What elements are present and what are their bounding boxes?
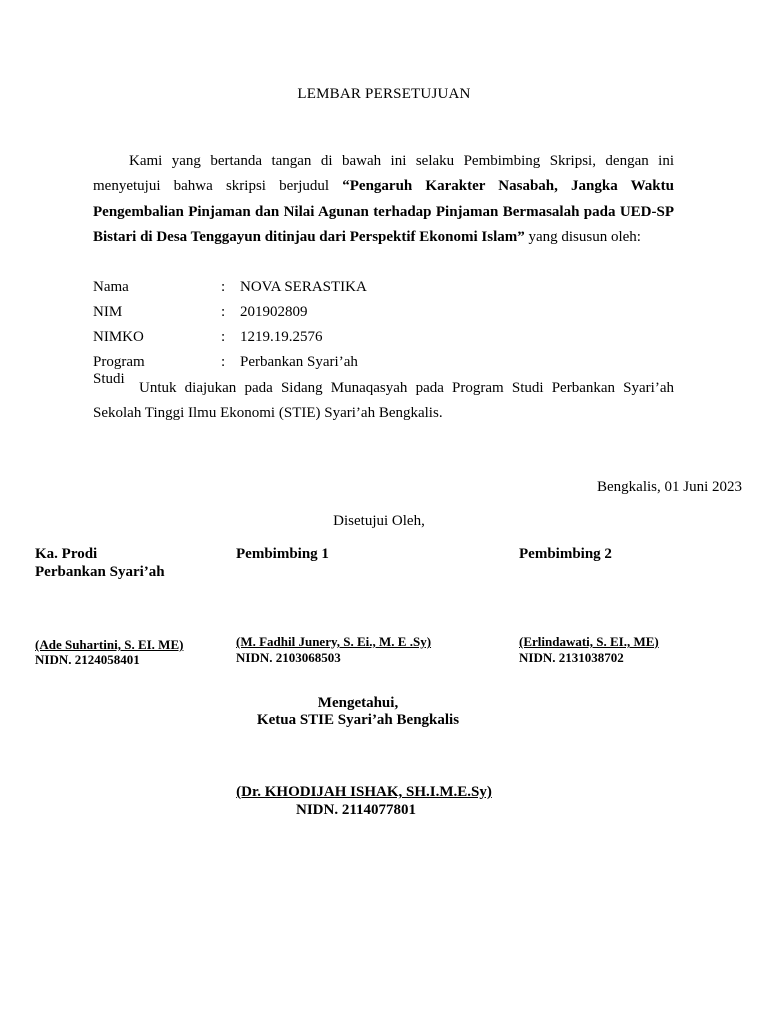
field-label: NIM — [93, 304, 123, 320]
signatory-role-kaprodi: Ka. Prodi — [35, 546, 98, 562]
field-separator: : — [221, 279, 226, 295]
signatory-name-kaprodi: (Ade Suhartini, S. EI. ME) — [35, 637, 184, 652]
field-value: 1219.19.2576 — [240, 329, 323, 345]
field-label: Nama — [93, 279, 129, 295]
signatory-nidn-pembimbing-1: NIDN. 2103068503 — [236, 650, 341, 665]
intro-text-start: Kami yang bertanda tangan di bawah ini selaku Pembimbing Skripsi, dengan ini menyetujui bahwa skripsi berjudul — [93, 153, 674, 195]
head-name: (Dr. KHODIJAH ISHAK, SH.I.M.E.Sy) — [236, 784, 492, 800]
field-value: 201902809 — [240, 304, 308, 320]
signatory-role-kaprodi-line2: Perbankan Syari’ah — [35, 564, 165, 580]
signatory-nidn-pembimbing-2: NIDN. 2131038702 — [519, 650, 624, 665]
field-label: NIMKO — [93, 329, 144, 345]
field-separator: : — [221, 304, 226, 320]
signatory-name-pembimbing-1: (M. Fadhil Junery, S. Ei., M. E .Sy) — [236, 634, 432, 649]
field-label: Program Studi — [93, 354, 145, 387]
acknowledged-label: Mengetahui, — [317, 695, 399, 711]
place-date: Bengkalis, 01 Juni 2023 — [597, 479, 742, 495]
signatory-nidn-kaprodi: NIDN. 2124058401 — [35, 652, 140, 667]
thesis-title: “Pengaruh Karakter Nasabah, Jangka Waktu Pengembalian Pinjaman dan Nilai Agunan terhadap Pinjaman Bermasalah pada UED-SP Bistari di Desa Tenggayun ditinjau dari Perspektif Ekonomi Islam” — [93, 178, 674, 246]
signatory-role-pembimbing-2: Pembimbing 2 — [519, 546, 612, 562]
head-nidn: NIDN. 2114077801 — [295, 802, 416, 818]
intro-paragraph — [93, 149, 674, 251]
field-value: Perbankan Syari’ah — [240, 354, 358, 370]
approved-by: Disetujui Oleh, — [333, 513, 425, 529]
field-separator: : — [221, 354, 226, 370]
intro-text-end: yang disusun oleh: — [524, 229, 641, 246]
document-title: LEMBAR PERSETUJUAN — [297, 86, 471, 102]
acknowledged-position: Ketua STIE Syari’ah Bengkalis — [256, 712, 460, 728]
field-value: NOVA SERASTIKA — [240, 279, 367, 295]
purpose-paragraph: Untuk diajukan pada Sidang Munaqasyah pada Program Studi Perbankan Syari’ah Sekolah Tinggi Ilmu Ekonomi (STIE) Syari’ah Bengkalis. — [93, 380, 674, 422]
field-separator: : — [221, 329, 226, 345]
signatory-role-pembimbing-1: Pembimbing 1 — [236, 546, 329, 562]
signatory-name-pembimbing-2: (Erlindawati, S. EI., ME) — [519, 634, 659, 649]
